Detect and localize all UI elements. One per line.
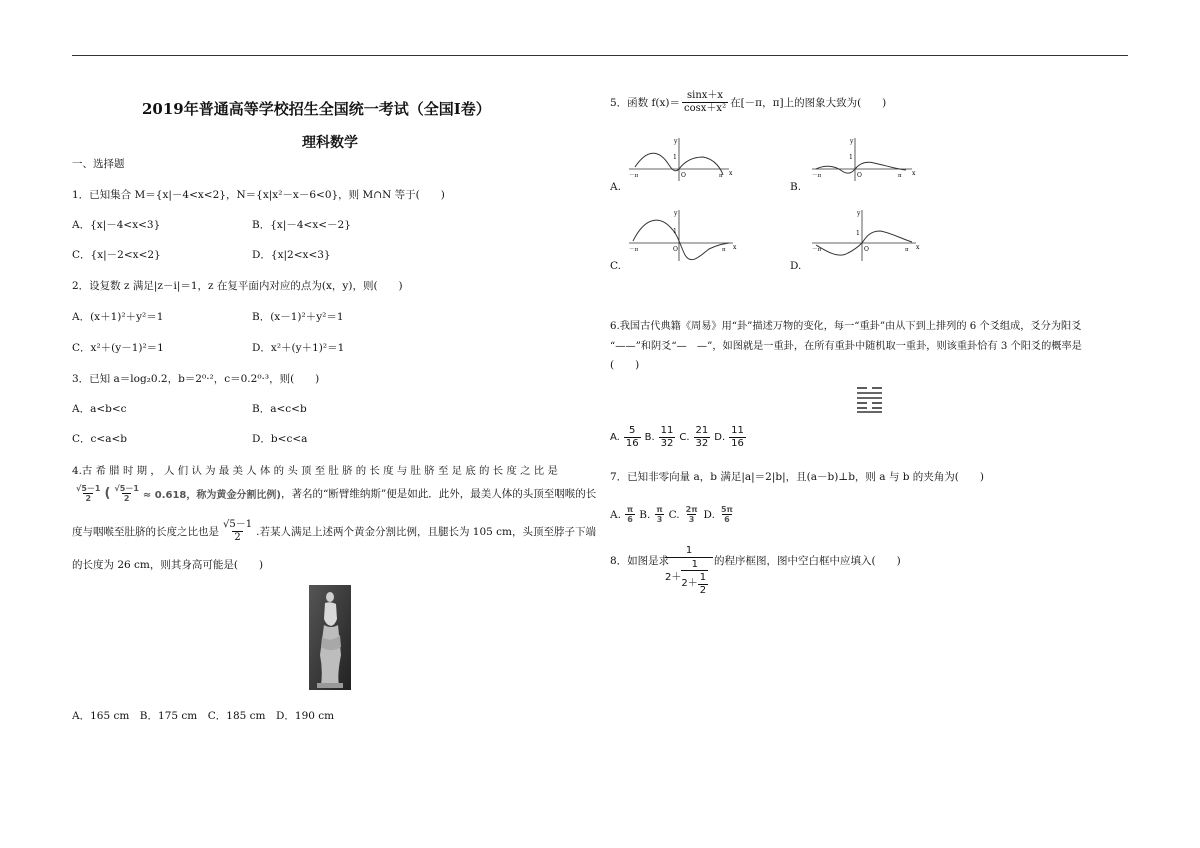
graph-c-origin: O [673, 246, 678, 253]
graph-b-tick-neg-pi: －π [812, 173, 822, 179]
golden-ratio-text: ≈ 0.618，称为黄金分割比例) [142, 490, 281, 502]
graph-d-y-label: y [857, 210, 861, 217]
q6-line2: “——”和阴爻“— —”，如图就是一重卦，在所有重卦中随机取一重卦，则该重卦恰有 3 个阳爻的概率是 [610, 341, 1082, 352]
graph-a-tick-pi: π [719, 173, 723, 179]
q6-option-c-fraction: $\frac{21}{32}$ [695, 425, 709, 449]
q5-stem: 5．函数 f(x)＝ $\frac{\sin x+x}{\text{cosx＋x²}}$ 在[－π，π]上的图象大致为( ) [610, 90, 887, 114]
q5-graph-c [625, 207, 740, 263]
q6-line3: ( ) [610, 359, 640, 371]
graph-a-y-label: y [674, 138, 678, 145]
q6-options: A. $\frac{5}{16}$ B. $\frac{11}{32}$ C. $\frac{21}{32}$ D. $\frac{11}{16}$ [610, 425, 744, 449]
graph-a-origin: O [681, 172, 686, 179]
q4-line3-fraction: $\frac{√5-1}{2}$ [223, 519, 253, 543]
q7-option-d-fraction: $\frac{5\pi}{6}$ [720, 505, 733, 525]
q5-label-d: D. [790, 260, 802, 272]
q3-stem: 3．已知 a＝log₂0.2，b＝2⁰·²，c＝0.2⁰·³，则( ) [72, 373, 320, 385]
q4-line1: 4.古 希 腊 时 期 ， 人 们 认 为 最 美 人 体 的 头 顶 至 肚 脐 的 长 度 与 肚 脐 至 足 底 的 长 度 之 比 是 [72, 465, 558, 477]
graph-c-tick-neg-pi: －π [629, 247, 639, 253]
graph-b-tick-1: 1 [849, 154, 853, 161]
q4-options: A．165 cm B．175 cm C．185 cm D．190 cm [72, 710, 335, 722]
q6-option-d-fraction: $\frac{11}{16}$ [731, 425, 744, 449]
graph-c-tick-1: 1 [673, 228, 677, 235]
exam-subtitle: 理科数学 [302, 135, 358, 151]
q1-option-c: C．{x|－2<x<2} [72, 249, 161, 261]
golden-fraction-2: $\frac{√5-1}{2}$ [114, 484, 139, 504]
q5-function-fraction: $\frac{\sin x+x}{\text{cosx＋x²}}$ [684, 90, 727, 114]
q8-continued-fraction: 1 2＋ 1 2＋ $\frac{1}{2}$ [665, 545, 713, 596]
q1-stem: 1．已知集合 M＝{x|－4<x<2}，N＝{x|x²－x－6<0}，则 M∩N 等于( ) [72, 189, 445, 201]
graph-d-tick-1: 1 [856, 230, 860, 237]
graph-a-tick-1: 1 [673, 154, 677, 161]
graph-d-origin: O [864, 246, 869, 253]
q2-option-a: A．(x＋1)²＋y²＝1 [72, 311, 164, 323]
q3-option-a: A．a<b<c [72, 403, 127, 415]
q1-option-a: A．{x|－4<x<3} [72, 219, 161, 231]
q7-option-a-fraction: $\frac{\pi}{6}$ [626, 505, 634, 525]
q3-option-b: B．a<c<b [252, 403, 307, 415]
graph-a-x-label: x [729, 170, 733, 177]
golden-fraction: $\frac{√5-1}{2}$ [76, 484, 101, 504]
graph-b-y-label: y [850, 138, 854, 145]
venus-statue-image [309, 585, 351, 690]
graph-b-tick-pi: π [898, 173, 902, 179]
q4-line2-rest: ，著名的“断臂维纳斯”便是如此．此外，最美人体的头顶至咽喉的长 [280, 488, 597, 501]
q6-option-b-fraction: $\frac{11}{32}$ [660, 425, 674, 449]
q1-option-d: D．{x|2<x<3} [252, 249, 331, 261]
graph-d-x-label: x [916, 244, 920, 251]
hexagram-image [855, 385, 885, 413]
q8-stem-b: 的程序框图，图中空白框中应填入( ) [714, 555, 901, 567]
graph-d-tick-neg-pi: －π [812, 247, 822, 253]
graph-b-x-label: x [912, 170, 916, 177]
q6-line1: 6.我国古代典籍《周易》用“卦”描述万物的变化，每一“重卦”由从下到上排列的 6 个爻组成，爻分为阳爻 [610, 321, 1082, 332]
q5-graph-a [625, 135, 735, 183]
header-rule [72, 55, 1128, 56]
exam-title: 2019年普通高等学校招生全国统一考试（全国Ⅰ卷） [142, 100, 491, 118]
q3-option-c: C．c<a<b [72, 433, 127, 445]
q2-stem: 2．设复数 z 满足|z－i|＝1，z 在复平面内对应的点为(x，y)，则( ) [72, 280, 403, 292]
q2-option-b: B．(x－1)²＋y²＝1 [252, 311, 344, 323]
graph-a-tick-neg-pi: －π [629, 173, 639, 179]
q5-graph-d [808, 207, 923, 263]
q6-option-a-fraction: $\frac{5}{16}$ [625, 425, 639, 449]
q7-stem: 7．已知非零向量 a，b 满足|a|＝2|b|，且(a－b)⊥b，则 a 与 b 的夹角为( ) [610, 471, 984, 483]
section-heading: 一、选择题 [72, 158, 125, 170]
q2-option-c: C．x²＋(y－1)²＝1 [72, 342, 164, 354]
q7-option-c-fraction: $\frac{2\pi}{3}$ [685, 505, 698, 525]
q2-option-d: D．x²＋(y＋1)²＝1 [252, 342, 345, 354]
q8-stem-a: 8．如图是求 [610, 555, 670, 567]
graph-c-x-label: x [733, 244, 737, 251]
q3-option-d: D．b<c<a [252, 433, 308, 445]
q4-line3: 度与咽喉至肚脐的长度之比也是 $\frac{√5-1}{2}$ .若某人满足上述两个黄金分割比例，且腿长为 105 cm，头顶至脖子下端 [72, 519, 596, 543]
q7-option-b-fraction: $\frac{\pi}{3}$ [656, 505, 663, 525]
q5-graph-b [808, 135, 918, 183]
q4-line4: 的长度为 26 cm，则其身高可能是( ) [72, 559, 264, 571]
q5-label-a: A. [610, 181, 621, 193]
graph-d-tick-pi: π [905, 247, 909, 253]
q5-label-b: B. [790, 181, 802, 193]
q1-option-b: B．{x|－4<x<－2} [252, 219, 351, 231]
q4-line2: $\frac{√5-1}{2}$ ( $\frac{√5-1}{2}$ ≈ 0.618，称为黄金分割比例) ，著名的“断臂维纳斯”便是如此．此外，最美人体的头顶至咽喉的长 [76, 484, 597, 504]
graph-b-origin: O [857, 172, 862, 179]
q7-options: A. $\frac{\pi}{6}$ B. $\frac{\pi}{3}$ C. $\frac{2\pi}{3}$ D. $\frac{5\pi}{6}$ [610, 505, 733, 525]
graph-c-y-label: y [674, 210, 678, 217]
q5-label-c: C. [610, 260, 621, 272]
graph-c-tick-pi: π [722, 247, 726, 253]
